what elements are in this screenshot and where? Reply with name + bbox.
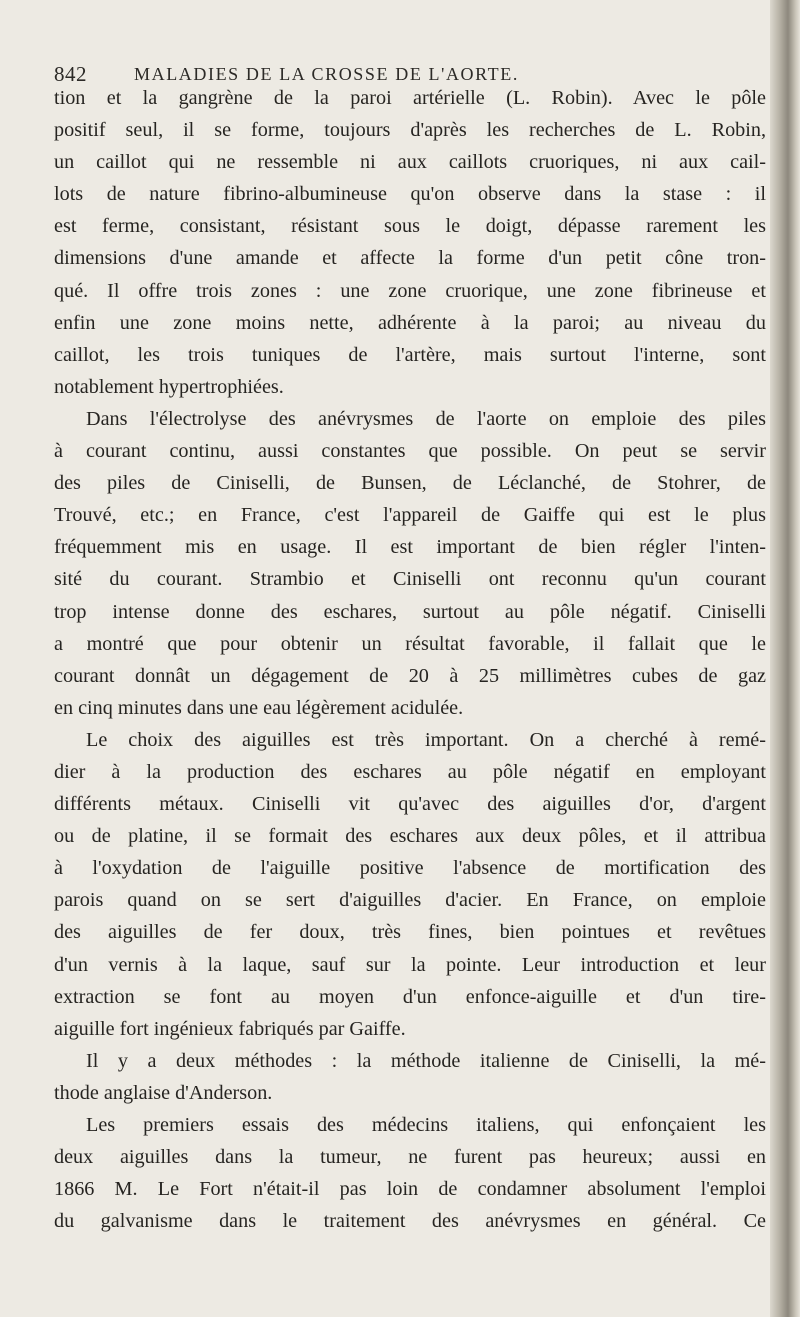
- text-line: parois quand on se sert d'aiguilles d'acier. En France, on emploie: [54, 889, 766, 912]
- text-line: thode anglaise d'Anderson.: [54, 1081, 273, 1104]
- text-line: dimensions d'une amande et affecte la forme d'un petit cône tron-: [54, 247, 766, 270]
- text-line: fréquemment mis en usage. Il est important de bien régler l'inten-: [54, 536, 766, 559]
- text-line: Le choix des aiguilles est très important. On a cherché à remé-: [86, 728, 766, 751]
- text-line: a montré que pour obtenir un résultat favorable, il fallait que le: [54, 632, 766, 655]
- text-line: différents métaux. Ciniselli vit qu'avec des aiguilles d'or, d'argent: [54, 793, 766, 816]
- text-line: Dans l'électrolyse des anévrysmes de l'aorte on emploie des piles: [86, 407, 766, 430]
- text-line: des piles de Ciniselli, de Bunsen, de Léclanché, de Stohrer, de: [54, 472, 766, 495]
- text-line: Les premiers essais des médecins italiens, qui enfonçaient les: [86, 1114, 766, 1136]
- text-line: caillot, les trois tuniques de l'artère, mais surtout l'interne, sont: [54, 343, 766, 366]
- text-line: ou de platine, il se formait des eschares aux deux pôles, et il attribua: [54, 825, 766, 848]
- text-line: en cinq minutes dans une eau légèrement acidulée.: [54, 696, 464, 719]
- page-binding-edge: [770, 0, 800, 1317]
- text-line: courant donnât un dégagement de 20 à 25 millimètres cubes de gaz: [54, 664, 766, 687]
- text-line: aiguille fort ingénieux fabriqués par Gaiffe.: [54, 1017, 406, 1040]
- body-text: [54, 82, 766, 1237]
- text-line: 1866 M. Le Fort n'était-il pas loin de condamner absolument l'emploi: [54, 1178, 766, 1201]
- text-line: deux aiguilles dans la tumeur, ne furent pas heureux; aussi en: [54, 1146, 766, 1169]
- text-line: trop intense donne des eschares, surtout au pôle négatif. Ciniselli: [54, 600, 766, 623]
- text-line: lots de nature fibrino-albumineuse qu'on observe dans la stase : il: [54, 183, 766, 206]
- text-line: des aiguilles de fer doux, très fines, bien pointues et revêtues: [54, 921, 766, 944]
- text-line: notablement hypertrophiées.: [54, 375, 284, 398]
- text-line: dier à la production des eschares au pôle négatif en employant: [54, 760, 766, 783]
- text-line: Trouvé, etc.; en France, c'est l'appareil de Gaiffe qui est le plus: [54, 504, 766, 527]
- page-number: 842: [54, 62, 87, 86]
- running-head-title: MALADIES DE LA CROSSE DE L'AORTE.: [134, 64, 519, 84]
- text-line: est ferme, consistant, résistant sous le doigt, dépasse rarement les: [54, 215, 766, 238]
- text-line: enfin une zone moins nette, adhérente à la paroi; au niveau du: [54, 311, 766, 334]
- text-line: extraction se font au moyen d'un enfonce-aiguille et d'un tire-: [54, 985, 766, 1008]
- text-line: à l'oxydation de l'aiguille positive l'absence de mortification des: [54, 857, 766, 880]
- text-line: du galvanisme dans le traitement des anévrysmes en général. Ce: [54, 1210, 766, 1233]
- text-line: sité du courant. Strambio et Ciniselli ont reconnu qu'un courant: [54, 568, 766, 591]
- text-line: positif seul, il se forme, toujours d'après les recherches de L. Robin,: [54, 119, 766, 142]
- text-line: Il y a deux méthodes : la méthode italienne de Ciniselli, la mé-: [86, 1049, 766, 1072]
- text-line: d'un vernis à la laque, sauf sur la pointe. Leur introduction et leur: [54, 953, 766, 976]
- text-line: tion et la gangrène de la paroi artérielle (L. Robin). Avec le pôle: [54, 87, 766, 109]
- text-line: à courant continu, aussi constantes que possible. On peut se servir: [54, 440, 766, 463]
- text-line: un caillot qui ne ressemble ni aux caillots cruoriques, ni aux cail-: [54, 151, 766, 174]
- text-line: qué. Il offre trois zones : une zone cruorique, une zone fibrineuse et: [54, 279, 766, 302]
